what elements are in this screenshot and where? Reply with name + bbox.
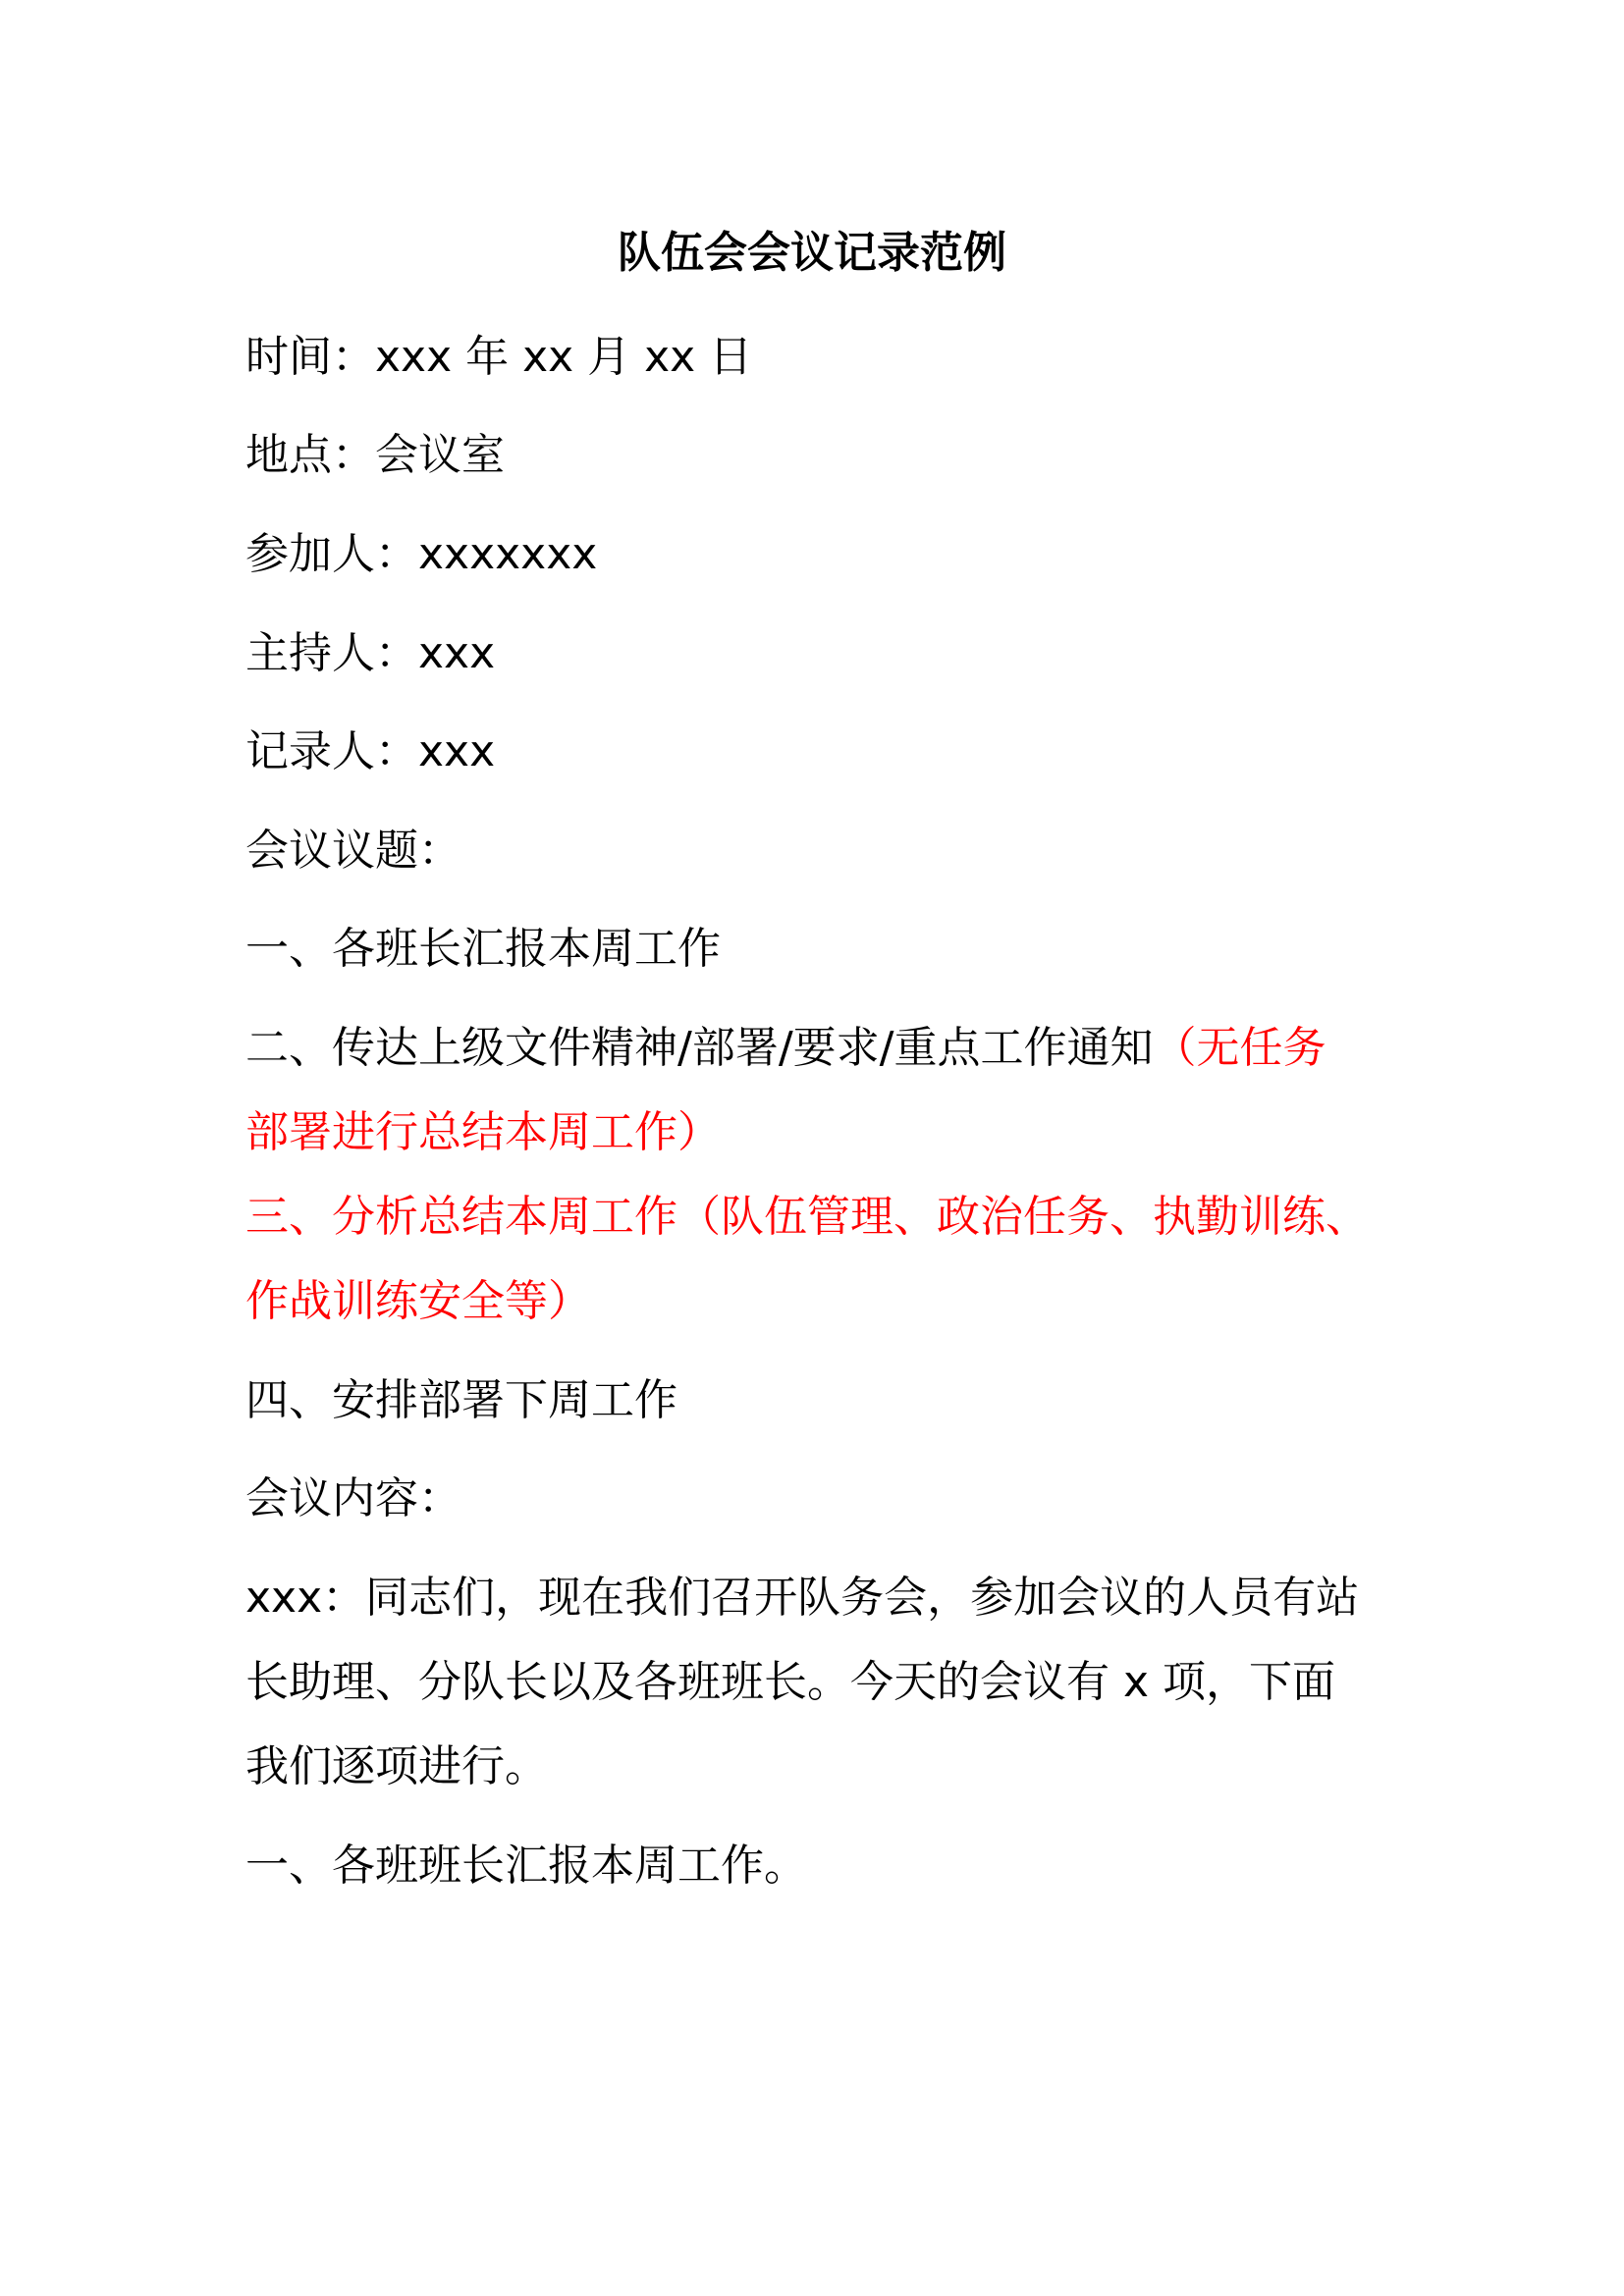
agenda-item-2-note-end: 部署进行总结本周工作） — [245, 1107, 721, 1157]
agenda-item-2-line-1 — [245, 1019, 1326, 1078]
agenda-item-3-line-1: 三、分析总结本周工作（队伍管理、政治任务、执勤训练、 — [245, 1192, 1369, 1242]
content-paragraph-line-3: 我们逐项进行。 — [245, 1741, 548, 1791]
agenda-heading: 会议议题： — [245, 826, 461, 876]
meeting-place: 地点：会议室 — [245, 430, 505, 480]
meeting-time: 时间：xxx 年 xx 月 xx 日 — [245, 332, 753, 382]
agenda-item-4: 四、安排部署下周工作 — [245, 1375, 677, 1425]
meeting-participants: 参加人：xxxxxxx — [245, 529, 598, 579]
meeting-host: 主持人：xxx — [245, 628, 496, 678]
document-title: 队伍会会议记录范例 — [618, 228, 1006, 278]
meeting-recorder: 记录人：xxx — [245, 726, 496, 776]
content-item-1: 一、各班班长汇报本周工作。 — [245, 1841, 807, 1891]
agenda-item-2-text: 二、传达上级文件精神/部署/要求/重点工作通知 — [245, 1023, 1154, 1073]
agenda-item-2-note-start: （无任务 — [1153, 1023, 1326, 1073]
content-heading: 会议内容： — [245, 1473, 461, 1523]
agenda-item-3-line-2: 作战训练安全等） — [245, 1276, 591, 1326]
content-paragraph-line-1: xxx：同志们，现在我们召开队务会，参加会议的人员有站 — [245, 1573, 1360, 1623]
agenda-item-1: 一、各班长汇报本周工作 — [245, 924, 721, 974]
content-paragraph-line-2: 长助理、分队长以及各班班长。今天的会议有 x 项，下面 — [245, 1657, 1336, 1707]
